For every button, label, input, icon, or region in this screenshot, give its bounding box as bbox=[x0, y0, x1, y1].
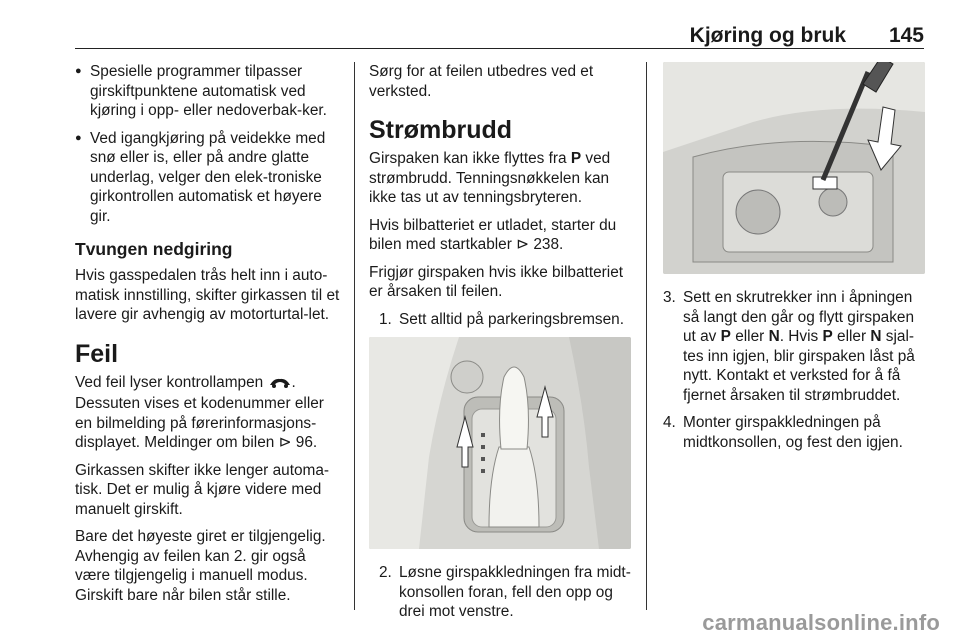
section-title: Kjøring og bruk bbox=[689, 24, 846, 47]
transmission-warning-lamp-icon bbox=[268, 375, 292, 395]
list-item: ● Spesielle programmer tilpasser girskiftpunktene automatisk ved kjøring i opp- eller nedoverbak-ker. bbox=[75, 62, 343, 121]
watermark: carmanualsonline.info bbox=[702, 610, 940, 635]
page-number: 145 bbox=[888, 24, 924, 47]
page-header bbox=[75, 0, 924, 49]
column-left bbox=[75, 62, 343, 613]
heading-forced-downshift: Tvungen nedgiring bbox=[75, 239, 233, 259]
paragraph: Hvis bilbatteriet er utladet, starter du bilen med startkabler ⊳ 238. bbox=[369, 216, 617, 253]
gear-lever-illustration bbox=[369, 337, 631, 549]
paragraph: Hvis gasspedalen trås helt inn i auto-matisk innstilling, skifter girkassen til et lavere gir avhengig av motorturtal-let. bbox=[75, 267, 340, 323]
paragraph: Girkassen skifter ikke lenger automa-tisk. Det er mulig å kjøre videre med manuelt girskift. bbox=[75, 461, 330, 518]
list-item: ● Ved igangkjøring på veidekke med snø eller is, eller på andre glatte underlag, velger den elek-troniske girkontrollen automatisk et høyere gir. bbox=[75, 129, 343, 227]
page-reference-arrow-icon: ⊳ bbox=[278, 434, 292, 451]
column-middle bbox=[369, 62, 631, 630]
screwdriver-release-illustration bbox=[663, 62, 925, 274]
paragraph: Frigjør girspaken hvis ikke bilbatteriet er årsaken til feilen. bbox=[369, 263, 624, 300]
step-2: 2. Løsne girspakkledningen fra midt-konsollen foran, fell den opp og drei mot venstre. bbox=[379, 564, 631, 620]
bullet-list bbox=[75, 62, 343, 226]
heading-power-failure: Strømbrudd bbox=[369, 116, 513, 144]
column-right bbox=[663, 62, 925, 460]
column-divider bbox=[646, 62, 647, 610]
step-3: 3. Sett en skrutrekker inn i åpningen så langt den går og flytt girspaken ut av P eller N. Hvis P eller N sjal-tes inn igjen, blir girspaken låst på nytt. Kontakt et verksted for å få fjernet årsaken til strømbruddet. bbox=[663, 289, 915, 404]
paragraph: Girspaken kan ikke flyttes fra P ved strømbrudd. Tenningsnøkkelen kan ikke tas ut av tenningsbryteren. bbox=[369, 150, 611, 206]
paragraph: Bare det høyeste giret er tilgjengelig. Avhengig av feilen kan 2. gir også være tilgjengelig i manuell modus. Girskift bare når bilen står stille. bbox=[75, 528, 326, 604]
column-divider bbox=[354, 62, 355, 610]
heading-fault: Feil bbox=[75, 339, 119, 368]
step-4: 4. Monter girspakkledningen på midtkonsollen, og fest den igjen. bbox=[663, 414, 903, 451]
paragraph: Sørg for at feilen utbedres ved et verksted. bbox=[369, 63, 594, 100]
page-reference-arrow-icon: ⊳ bbox=[516, 236, 530, 253]
paragraph: Ved feil lyser kontrollampen . Dessuten vises et kodenummer eller en bilmelding på førerinformasjons-displayet. Meldinger om bilen ⊳ 96. bbox=[75, 373, 324, 451]
step-1: 1. Sett alltid på parkeringsbremsen. bbox=[379, 310, 624, 328]
